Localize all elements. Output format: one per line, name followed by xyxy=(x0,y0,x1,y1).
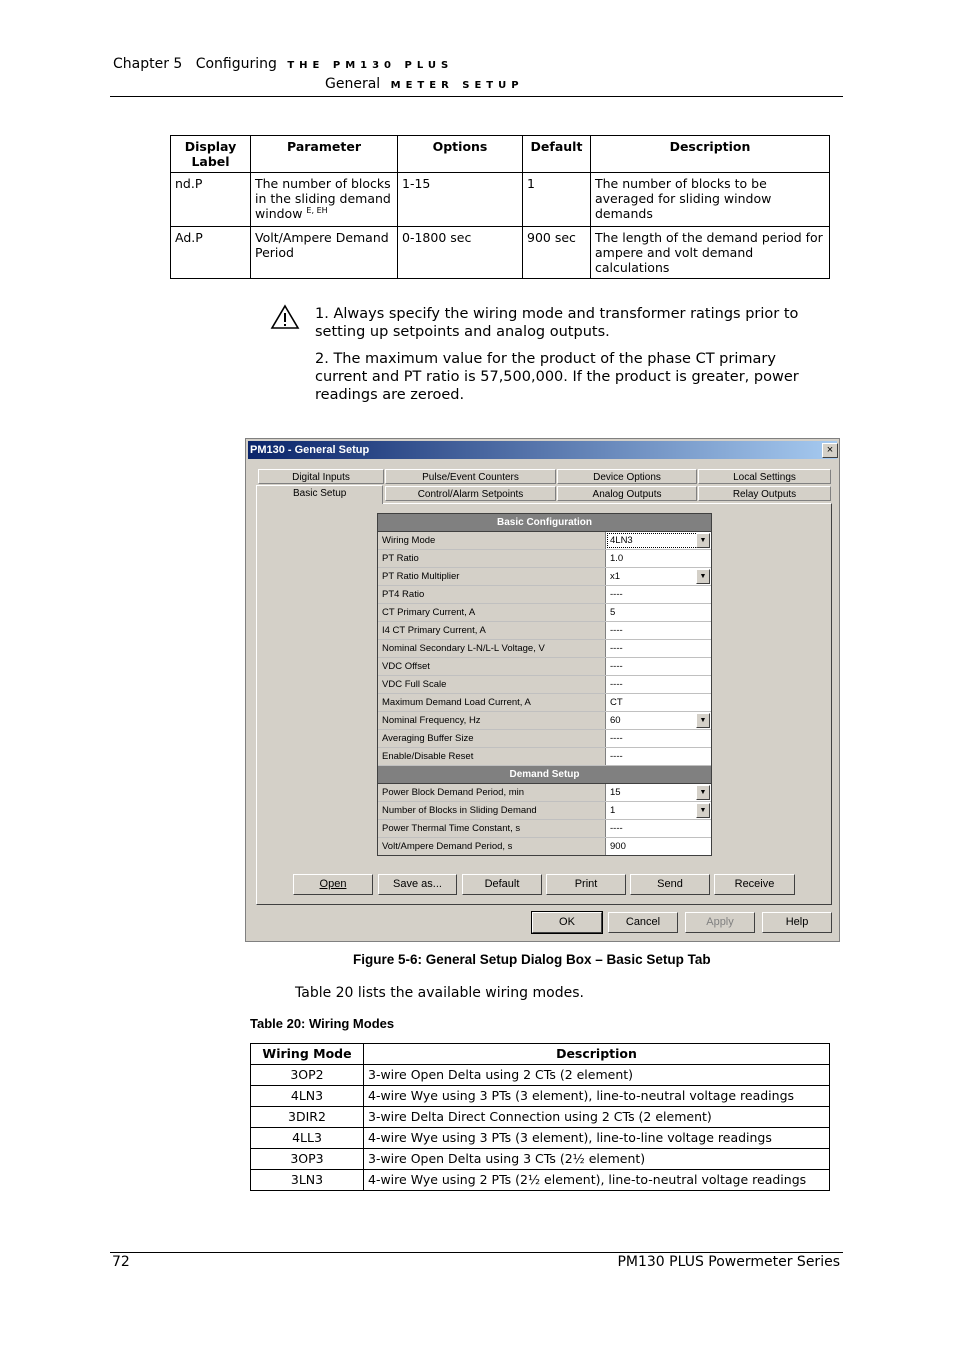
parameter-table xyxy=(170,135,830,279)
column-header: Description xyxy=(364,1044,830,1065)
table-row xyxy=(251,1149,830,1170)
cell-mode: 3DIR2 xyxy=(251,1107,364,1128)
cell-description: The length of the demand period for ampere and volt demand calculations xyxy=(591,227,830,279)
column-header: Parameter xyxy=(251,136,398,173)
cell-description: The number of blocks to be averaged for sliding window demands xyxy=(591,173,830,227)
chevron-down-icon[interactable]: ▼ xyxy=(696,785,710,800)
help-button[interactable]: Help xyxy=(762,912,832,933)
cell-description: 4-wire Wye using 2 PTs (2½ element), line-to-neutral voltage readings xyxy=(364,1170,830,1191)
settings-grid xyxy=(377,513,712,856)
table-row xyxy=(171,173,830,227)
open-button[interactable]: Open xyxy=(293,874,373,895)
general-setup-dialog xyxy=(245,438,840,942)
table-row xyxy=(171,227,830,279)
warning-icon xyxy=(270,304,300,334)
grid-row-max-demand-load-current xyxy=(378,694,711,712)
cancel-button[interactable]: Cancel xyxy=(608,912,678,933)
note-1: 1. Always specify the wiring mode and transformer ratings prior to setting up setpoints and analog outputs. xyxy=(315,306,799,340)
pt4-ratio-field[interactable]: ---- xyxy=(610,589,623,600)
subsection-caps: METER SETUP xyxy=(390,80,524,91)
grid-row-vdc-full-scale xyxy=(378,676,711,694)
nominal-frequency-select[interactable]: 60 ▼ xyxy=(606,712,711,729)
note-2: 2. The maximum value for the product of the phase CT primary current and PT ratio is 57,500,000. If the product is greater, power readings are zeroed. xyxy=(315,351,799,403)
footer-rule xyxy=(110,1252,843,1253)
column-header: Default xyxy=(523,136,591,173)
subsection-label: General xyxy=(325,76,381,92)
tab-digital-inputs[interactable]: Digital Inputs xyxy=(258,469,384,484)
table-row xyxy=(251,1086,830,1107)
cell-options: 1-15 xyxy=(398,173,523,227)
receive-button[interactable]: Receive xyxy=(714,874,795,895)
grid-row-pt-ratio xyxy=(378,550,711,568)
section-header-basic-configuration: Basic Configuration xyxy=(378,514,711,532)
print-button[interactable]: Print xyxy=(546,874,626,895)
cell-mode: 3LN3 xyxy=(251,1170,364,1191)
cell-options: 0-1800 sec xyxy=(398,227,523,279)
tab-control-alarm-setpoints[interactable]: Control/Alarm Setpoints xyxy=(385,486,556,501)
column-header: Options xyxy=(398,136,523,173)
table-row xyxy=(251,1065,830,1086)
default-button[interactable]: Default xyxy=(462,874,542,895)
grid-row-pt-ratio-multiplier xyxy=(378,568,711,586)
cell-label: Ad.P xyxy=(171,227,251,279)
cell-default: 1 xyxy=(523,173,591,227)
chevron-down-icon[interactable]: ▼ xyxy=(696,569,710,584)
ok-button[interactable]: OK xyxy=(532,912,602,933)
grid-label: VDC Full Scale xyxy=(378,676,606,693)
i4-ct-primary-current-field[interactable]: ---- xyxy=(610,625,623,636)
ct-primary-current-field[interactable]: 5 xyxy=(610,607,616,618)
wiring-modes-table xyxy=(250,1043,830,1191)
send-button[interactable]: Send xyxy=(630,874,710,895)
tab-relay-outputs[interactable]: Relay Outputs xyxy=(698,486,831,501)
table-header-row xyxy=(251,1044,830,1065)
superscript-note: E, EH xyxy=(306,206,328,215)
enable-disable-reset-field[interactable]: ---- xyxy=(610,751,623,762)
power-block-demand-period-select[interactable]: 15 ▼ xyxy=(606,784,711,801)
averaging-buffer-size-field[interactable]: ---- xyxy=(610,733,623,744)
cell-description: 4-wire Wye using 3 PTs (3 element), line-to-line voltage readings xyxy=(364,1128,830,1149)
table-row xyxy=(251,1128,830,1149)
table-header-row xyxy=(171,136,830,173)
grid-label: VDC Offset xyxy=(378,658,606,675)
grid-label: Power Thermal Time Constant, s xyxy=(378,820,606,837)
header-rule xyxy=(110,96,843,97)
running-header-chapter xyxy=(113,56,453,72)
cell-mode: 4LL3 xyxy=(251,1128,364,1149)
grid-label: Power Block Demand Period, min xyxy=(378,784,606,801)
grid-row-pt4-ratio xyxy=(378,586,711,604)
table-caption: Table 20: Wiring Modes xyxy=(250,1016,395,1031)
grid-row-volt-ampere-demand-period xyxy=(378,838,711,855)
grid-label: PT Ratio xyxy=(378,550,606,567)
vdc-full-scale-field[interactable]: ---- xyxy=(610,679,623,690)
chapter-label: Chapter 5 xyxy=(113,56,183,72)
grid-label: PT4 Ratio xyxy=(378,586,606,603)
grid-label: Volt/Ampere Demand Period, s xyxy=(378,838,606,855)
tab-local-settings[interactable]: Local Settings xyxy=(698,469,831,484)
grid-label: Maximum Demand Load Current, A xyxy=(378,694,606,711)
section-header-demand-setup: Demand Setup xyxy=(378,766,711,784)
grid-label: PT Ratio Multiplier xyxy=(378,568,606,585)
power-thermal-time-constant-field[interactable]: ---- xyxy=(610,823,623,834)
page-number: 72 xyxy=(112,1254,130,1270)
grid-row-nominal-frequency xyxy=(378,712,711,730)
cell-label: nd.P xyxy=(171,173,251,227)
section-label: Configuring xyxy=(195,56,277,72)
nominal-secondary-voltage-field[interactable]: ---- xyxy=(610,643,623,654)
chevron-down-icon[interactable]: ▼ xyxy=(696,713,710,728)
dialog-title: PM130 - General Setup xyxy=(248,441,837,459)
chevron-down-icon[interactable]: ▼ xyxy=(696,803,710,818)
cell-parameter: Volt/Ampere Demand Period xyxy=(251,227,398,279)
grid-row-ct-primary-current xyxy=(378,604,711,622)
cell-description: 3-wire Open Delta using 2 CTs (2 element) xyxy=(364,1065,830,1086)
cell-mode: 4LN3 xyxy=(251,1086,364,1107)
grid-label: I4 CT Primary Current, A xyxy=(378,622,606,639)
grid-row-wiring-mode xyxy=(378,532,711,550)
vdc-offset-field[interactable]: ---- xyxy=(610,661,623,672)
running-header-subsection xyxy=(325,76,524,92)
grid-row-i4-ct-primary-current xyxy=(378,622,711,640)
grid-label: Nominal Secondary L-N/L-L Voltage, V xyxy=(378,640,606,657)
footer-product-name: PM130 PLUS Powermeter Series xyxy=(617,1254,840,1270)
cell-mode: 3OP2 xyxy=(251,1065,364,1086)
grid-row-nominal-secondary-voltage xyxy=(378,640,711,658)
apply-button[interactable]: Apply xyxy=(685,912,755,933)
grid-label: CT Primary Current, A xyxy=(378,604,606,621)
table-row xyxy=(251,1107,830,1128)
chevron-down-icon[interactable]: ▼ xyxy=(696,533,710,548)
grid-row-vdc-offset xyxy=(378,658,711,676)
save-as-button[interactable]: Save as... xyxy=(378,874,457,895)
body-text: Table 20 lists the available wiring modes. xyxy=(295,985,584,1001)
wiring-mode-select[interactable]: 4LN3 ▼ xyxy=(606,532,711,549)
tab-device-options[interactable]: Device Options xyxy=(557,469,697,484)
grid-row-enable-disable-reset xyxy=(378,748,711,766)
max-demand-load-current-field[interactable]: CT xyxy=(610,697,623,708)
grid-label: Enable/Disable Reset xyxy=(378,748,606,765)
grid-label: Number of Blocks in Sliding Demand xyxy=(378,802,606,819)
pt-ratio-multiplier-select[interactable]: x1 ▼ xyxy=(606,568,711,585)
volt-ampere-demand-period-field[interactable]: 900 xyxy=(610,841,626,852)
cell-parameter: The number of blocks in the sliding demand window $^{E, EH}$ xyxy=(251,173,398,227)
tab-pulse-event-counters[interactable]: Pulse/Event Counters xyxy=(385,469,556,484)
cell-mode: 3OP3 xyxy=(251,1149,364,1170)
figure-caption: Figure 5-6: General Setup Dialog Box – Basic Setup Tab xyxy=(353,952,711,967)
column-header: Wiring Mode xyxy=(251,1044,364,1065)
tab-analog-outputs[interactable]: Analog Outputs xyxy=(557,486,697,501)
cell-description: 3-wire Open Delta using 3 CTs (2½ element) xyxy=(364,1149,830,1170)
tab-basic-setup[interactable]: Basic Setup xyxy=(256,485,383,504)
table-row xyxy=(251,1170,830,1191)
close-icon[interactable]: × xyxy=(822,443,838,458)
grid-row-power-thermal-time-constant xyxy=(378,820,711,838)
grid-label: Wiring Mode xyxy=(378,532,606,549)
column-header: Display Label xyxy=(171,136,251,173)
grid-row-number-of-blocks xyxy=(378,802,711,820)
cell-description: 4-wire Wye using 3 PTs (3 element), line-to-neutral voltage readings xyxy=(364,1086,830,1107)
section-caps: THE PM130 PLUS xyxy=(287,60,454,71)
cell-description: 3-wire Delta Direct Connection using 2 CTs (2 element) xyxy=(364,1107,830,1128)
grid-label: Nominal Frequency, Hz xyxy=(378,712,606,729)
grid-row-averaging-buffer-size xyxy=(378,730,711,748)
pt-ratio-field[interactable]: 1.0 xyxy=(610,553,624,564)
column-header: Description xyxy=(591,136,830,173)
cell-default: 900 sec xyxy=(523,227,591,279)
grid-label: Averaging Buffer Size xyxy=(378,730,606,747)
grid-row-power-block-demand-period xyxy=(378,784,711,802)
number-of-blocks-select[interactable]: 1 ▼ xyxy=(606,802,711,819)
